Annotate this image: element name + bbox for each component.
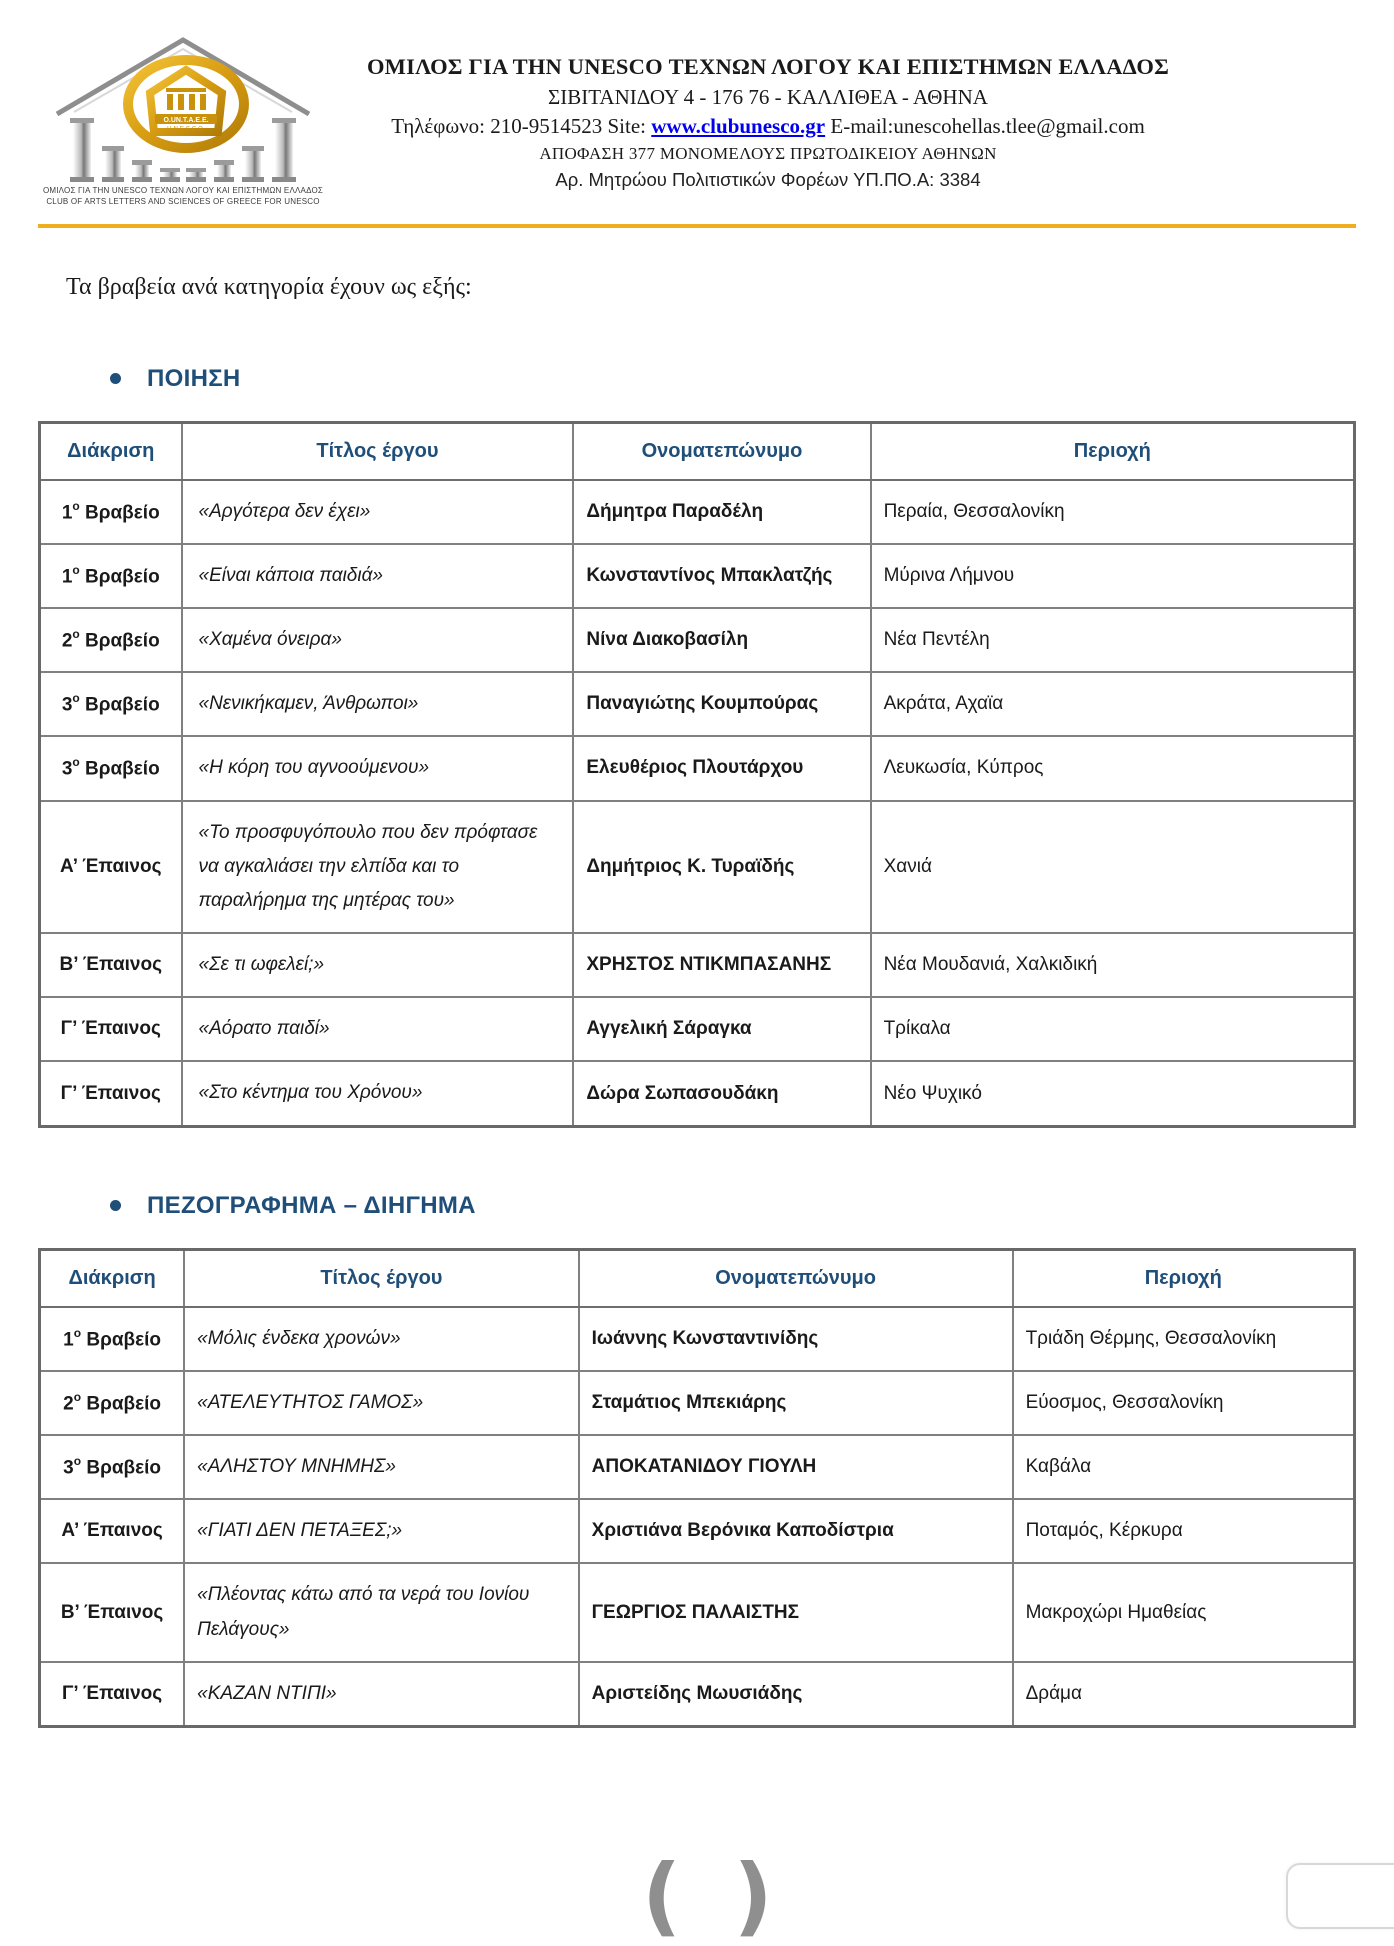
website-link[interactable]: www.clubunesco.gr xyxy=(651,114,826,138)
footer-paren-close: ) xyxy=(733,1846,773,1946)
table-row xyxy=(40,736,1355,800)
region-cell: Περαία, Θεσσαλονίκη xyxy=(871,480,1355,544)
table-row xyxy=(40,1435,1355,1499)
region-cell: Ποταμός, Κέρκυρα xyxy=(1013,1499,1355,1563)
distinction-cell: $2^o$ Βραβείο xyxy=(40,608,182,672)
temple-logo-icon xyxy=(52,34,314,184)
footer-paren-open: ( xyxy=(642,1846,682,1946)
distinction-cell: Β’ Έπαινος xyxy=(40,1563,185,1661)
region-cell: Τρίκαλα xyxy=(871,997,1355,1061)
region-cell: Καβάλα xyxy=(1013,1435,1355,1499)
table-row xyxy=(40,1307,1355,1371)
author-name-cell: Δήμητρα Παραδέλη xyxy=(573,480,870,544)
distinction-cell: Β’ Έπαινος xyxy=(40,933,182,997)
author-name-cell: Νίνα Διακοβασίλη xyxy=(573,608,870,672)
cutoff-overlay-box xyxy=(1286,1863,1394,1929)
work-title-cell: «Αργότερα δεν έχει» xyxy=(182,480,574,544)
author-name-cell: Ιωάννης Κωνσταντινίδης xyxy=(579,1307,1013,1371)
prose-awards-table xyxy=(38,1248,1356,1728)
table-row xyxy=(40,1662,1355,1727)
work-title-cell: «ΓΙΑΤΙ ΔΕΝ ΠΕΤΑΞΕΣ;» xyxy=(184,1499,579,1563)
region-cell: Δράμα xyxy=(1013,1662,1355,1727)
bullet-icon xyxy=(110,373,121,384)
author-name-cell: Σταμάτιος Μπεκιάρης xyxy=(579,1371,1013,1435)
distinction-cell: $1^o$ Βραβείο xyxy=(40,1307,185,1371)
author-name-cell: ΑΠΟΚΑΤΑΝΙΔΟΥ ΓΙΟΥΛΗ xyxy=(579,1435,1013,1499)
org-contact-line xyxy=(328,114,1208,139)
poetry-heading-label: ΠΟΙΗΣΗ xyxy=(147,364,241,392)
table-row xyxy=(40,997,1355,1061)
distinction-cell: Α’ Έπαινος xyxy=(40,801,182,934)
table-row xyxy=(40,672,1355,736)
email-label: E-mail:unescohellas.tlee@gmail.com xyxy=(830,114,1145,138)
distinction-cell: Γ’ Έπαινος xyxy=(40,1662,185,1727)
table-header-row xyxy=(40,422,1355,480)
distinction-cell: Α’ Έπαινος xyxy=(40,1499,185,1563)
author-name-cell: Ελευθέριος Πλουτάρχου xyxy=(573,736,870,800)
table-row xyxy=(40,544,1355,608)
distinction-cell: Γ’ Έπαινος xyxy=(40,997,182,1061)
region-cell: Μύρινα Λήμνου xyxy=(871,544,1355,608)
region-cell: Νέο Ψυχικό xyxy=(871,1061,1355,1126)
footer-page-marker xyxy=(642,1846,773,1946)
distinction-cell: $1^o$ Βραβείο xyxy=(40,544,182,608)
column-header: Ονοματεπώνυμο xyxy=(579,1249,1013,1307)
distinction-cell: $3^o$ Βραβείο xyxy=(40,736,182,800)
registry-number-line: Αρ. Μητρώου Πολιτιστικών Φορέων ΥΠ.ΠΟ.Α: 3384 xyxy=(555,169,981,190)
table-row xyxy=(40,933,1355,997)
distinction-cell: $2^o$ Βραβείο xyxy=(40,1371,185,1435)
work-title-cell: «ΑΛΗΣΤΟΥ ΜΝΗΜΗΣ» xyxy=(184,1435,579,1499)
column-header: Περιοχή xyxy=(1013,1249,1355,1307)
distinction-cell: Γ’ Έπαινος xyxy=(40,1061,182,1126)
table-row xyxy=(40,1061,1355,1126)
author-name-cell: Αγγελική Σάραγκα xyxy=(573,997,870,1061)
author-name-cell: Παναγιώτης Κουμπούρας xyxy=(573,672,870,736)
logo-caption-english: CLUB OF ARTS LETTERS AND SCIENCES OF GREECE FOR UNESCO xyxy=(46,196,320,206)
distinction-cell: $3^o$ Βραβείο xyxy=(40,672,182,736)
author-name-cell: ΧΡΗΣΤΟΣ ΝΤΙΚΜΠΑΣΑΝΗΣ xyxy=(573,933,870,997)
author-name-cell: Χριστιάνα Βερόνικα Καποδίστρια xyxy=(579,1499,1013,1563)
logo-caption-greek: ΟΜΙΛΟΣ ΓΙΑ ΤΗΝ UNESCO ΤΕΧΝΩΝ ΛΟΓΟΥ ΚΑΙ ΕΠΙΣΤΗΜΩΝ ΕΛΛΑΔΟΣ xyxy=(42,186,324,195)
column-header: Διάκριση xyxy=(40,422,182,480)
table-row xyxy=(40,480,1355,544)
poetry-awards-table xyxy=(38,421,1356,1128)
header-text-block xyxy=(328,34,1208,191)
column-header: Ονοματεπώνυμο xyxy=(573,422,870,480)
phone-label: Τηλέφωνο: 210-9514523 Site: xyxy=(391,114,647,138)
document-page xyxy=(0,34,1394,1728)
region-cell: Νέα Μουδανιά, Χαλκιδική xyxy=(871,933,1355,997)
region-cell: Ακράτα, Αχαϊα xyxy=(871,672,1355,736)
work-title-cell: «Σε τι ωφελεί;» xyxy=(182,933,574,997)
work-title-cell: «ΑΤΕΛΕΥΤΗΤΟΣ ΓΑΜΟΣ» xyxy=(184,1371,579,1435)
document-header xyxy=(38,34,1356,208)
work-title-cell: «Πλέοντας κάτω από τα νερά του Ιονίου Πελάγους» xyxy=(184,1563,579,1661)
gold-divider xyxy=(38,224,1356,228)
work-title-cell: «Χαμένα όνειρα» xyxy=(182,608,574,672)
emblem-acronym: O.UN.T.A.E.E. xyxy=(163,117,209,124)
work-title-cell: «Νενικήκαμεν, Άνθρωποι» xyxy=(182,672,574,736)
author-name-cell: Δημήτριος Κ. Τυραϊδής xyxy=(573,801,870,934)
region-cell: Μακροχώρι Ημαθείας xyxy=(1013,1563,1355,1661)
region-cell: Λευκωσία, Κύπρος xyxy=(871,736,1355,800)
author-name-cell: Αριστείδης Μωυσιάδης xyxy=(579,1662,1013,1727)
work-title-cell: «Στο κέντημα του Χρόνου» xyxy=(182,1061,574,1126)
intro-text: Τα βραβεία ανά κατηγορία έχουν ως εξής: xyxy=(66,273,472,300)
prose-heading xyxy=(110,1192,1356,1220)
column-header: Τίτλος έργου xyxy=(184,1249,579,1307)
region-cell: Νέα Πεντέλη xyxy=(871,608,1355,672)
work-title-cell: «Μόλις ένδεκα χρονών» xyxy=(184,1307,579,1371)
column-header: Διάκριση xyxy=(40,1249,185,1307)
table-row xyxy=(40,1499,1355,1563)
work-title-cell: «Αόρατο παιδί» xyxy=(182,997,574,1061)
prose-heading-label: ΠΕΖΟΓΡΑΦΗΜΑ – ΔΙΗΓΗΜΑ xyxy=(147,1191,476,1219)
bullet-icon xyxy=(110,1200,121,1211)
column-header: Τίτλος έργου xyxy=(182,422,574,480)
org-address: ΣΙΒΙΤΑΝΙΔΟΥ 4 - 176 76 - ΚΑΛΛΙΘΕΑ - ΑΘΗΝΑ xyxy=(548,85,988,109)
logo-caption xyxy=(38,186,328,208)
work-title-cell: «Το προσφυγόπουλο που δεν πρόφτασε να αγκαλιάσει την ελπίδα και το παραλήρημα της μητέρας του» xyxy=(182,801,574,934)
author-name-cell: Κωνσταντίνος Μπακλατζής xyxy=(573,544,870,608)
section-prose xyxy=(38,1192,1356,1728)
emblem-unesco-label: UNESCO xyxy=(167,126,205,133)
work-title-cell: «ΚΑΖΑΝ ΝΤΙΠΙ» xyxy=(184,1662,579,1727)
region-cell: Τριάδη Θέρμης, Θεσσαλονίκη xyxy=(1013,1307,1355,1371)
org-name: ΟΜΙΛΟΣ ΓΙΑ ΤΗΝ UNESCO ΤΕΧΝΩΝ ΛΟΓΟΥ ΚΑΙ ΕΠΙΣΤΗΜΩΝ ΕΛΛΑΔΟΣ xyxy=(366,54,1170,79)
author-name-cell: ΓΕΩΡΓΙΟΣ ΠΑΛΑΙΣΤΗΣ xyxy=(579,1563,1013,1661)
work-title-cell: «Είναι κάποια παιδιά» xyxy=(182,544,574,608)
section-poetry xyxy=(38,365,1356,1128)
work-title-cell: «Η κόρη του αγνοούμενου» xyxy=(182,736,574,800)
column-header: Περιοχή xyxy=(871,422,1355,480)
table-row xyxy=(40,608,1355,672)
court-decision-line: ΑΠΟΦΑΣΗ 377 ΜΟΝΟΜΕΛΟΥΣ ΠΡΩΤΟΔΙΚΕΙΟΥ ΑΘΗΝΩΝ xyxy=(539,144,997,163)
distinction-cell: $3^o$ Βραβείο xyxy=(40,1435,185,1499)
org-logo xyxy=(38,34,328,208)
distinction-cell: $1^o$ Βραβείο xyxy=(40,480,182,544)
region-cell: Εύοσμος, Θεσσαλονίκη xyxy=(1013,1371,1355,1435)
table-row xyxy=(40,1563,1355,1661)
region-cell: Χανιά xyxy=(871,801,1355,934)
author-name-cell: Δώρα Σωπασουδάκη xyxy=(573,1061,870,1126)
poetry-heading xyxy=(110,365,1356,393)
table-header-row xyxy=(40,1249,1355,1307)
table-row xyxy=(40,1371,1355,1435)
table-row xyxy=(40,801,1355,934)
